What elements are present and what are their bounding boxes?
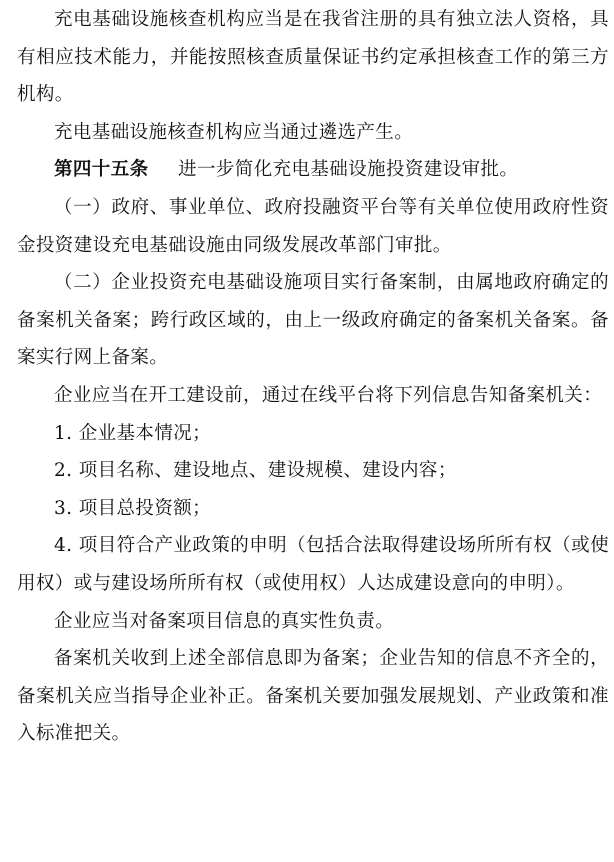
paragraph-filing-completion: 备案机关收到上述全部信息即为备案；企业告知的信息不齐全的，备案机关应当指导企业补正。备案机关要加强发展规划、产业政策和准入标准把关。	[17, 648, 609, 745]
article-45	[17, 151, 609, 189]
article-number: 第四十五条	[54, 159, 149, 181]
list-item: 1. 企业基本情况；	[54, 422, 212, 444]
paragraph-inspection-agency-qualification: 充电基础设施核查机构应当是在我省注册的具有独立法人资格，具有相应技术能力，并能按照核查质量保证书约定承担核查工作的第三方机构。	[17, 9, 609, 106]
list-item: 3. 项目总投资额；	[54, 497, 212, 519]
list-item: 2. 项目名称、建设地点、建设规模、建设内容；	[54, 460, 457, 482]
paragraph-inspection-agency-selection: 充电基础设施核查机构应当通过遴选产生。	[54, 121, 414, 143]
document-page	[17, 1, 609, 753]
article-heading-text: 进一步简化充电基础设施投资建设审批。	[178, 159, 519, 181]
clause-2-enterprise-filing: （二）企业投资充电基础设施项目实行备案制，由属地政府确定的备案机关备案；跨行政区域的，由上一级政府确定的备案机关备案。备案实行网上备案。	[17, 272, 609, 369]
paragraph-online-notification: 企业应当在开工建设前，通过在线平台将下列信息告知备案机关：	[54, 384, 603, 406]
list-item: 4. 项目符合产业政策的申明（包括合法取得建设场所所有权（或使用权）或与建设场所所有权（或使用权）人达成建设意向的申明）。	[17, 535, 609, 594]
paragraph-authenticity-responsibility: 企业应当对备案项目信息的真实性负责。	[54, 610, 395, 632]
clause-1-government-projects: （一）政府、事业单位、政府投融资平台等有关单位使用政府性资金投资建设充电基础设施由同级发展改革部门审批。	[17, 196, 609, 256]
